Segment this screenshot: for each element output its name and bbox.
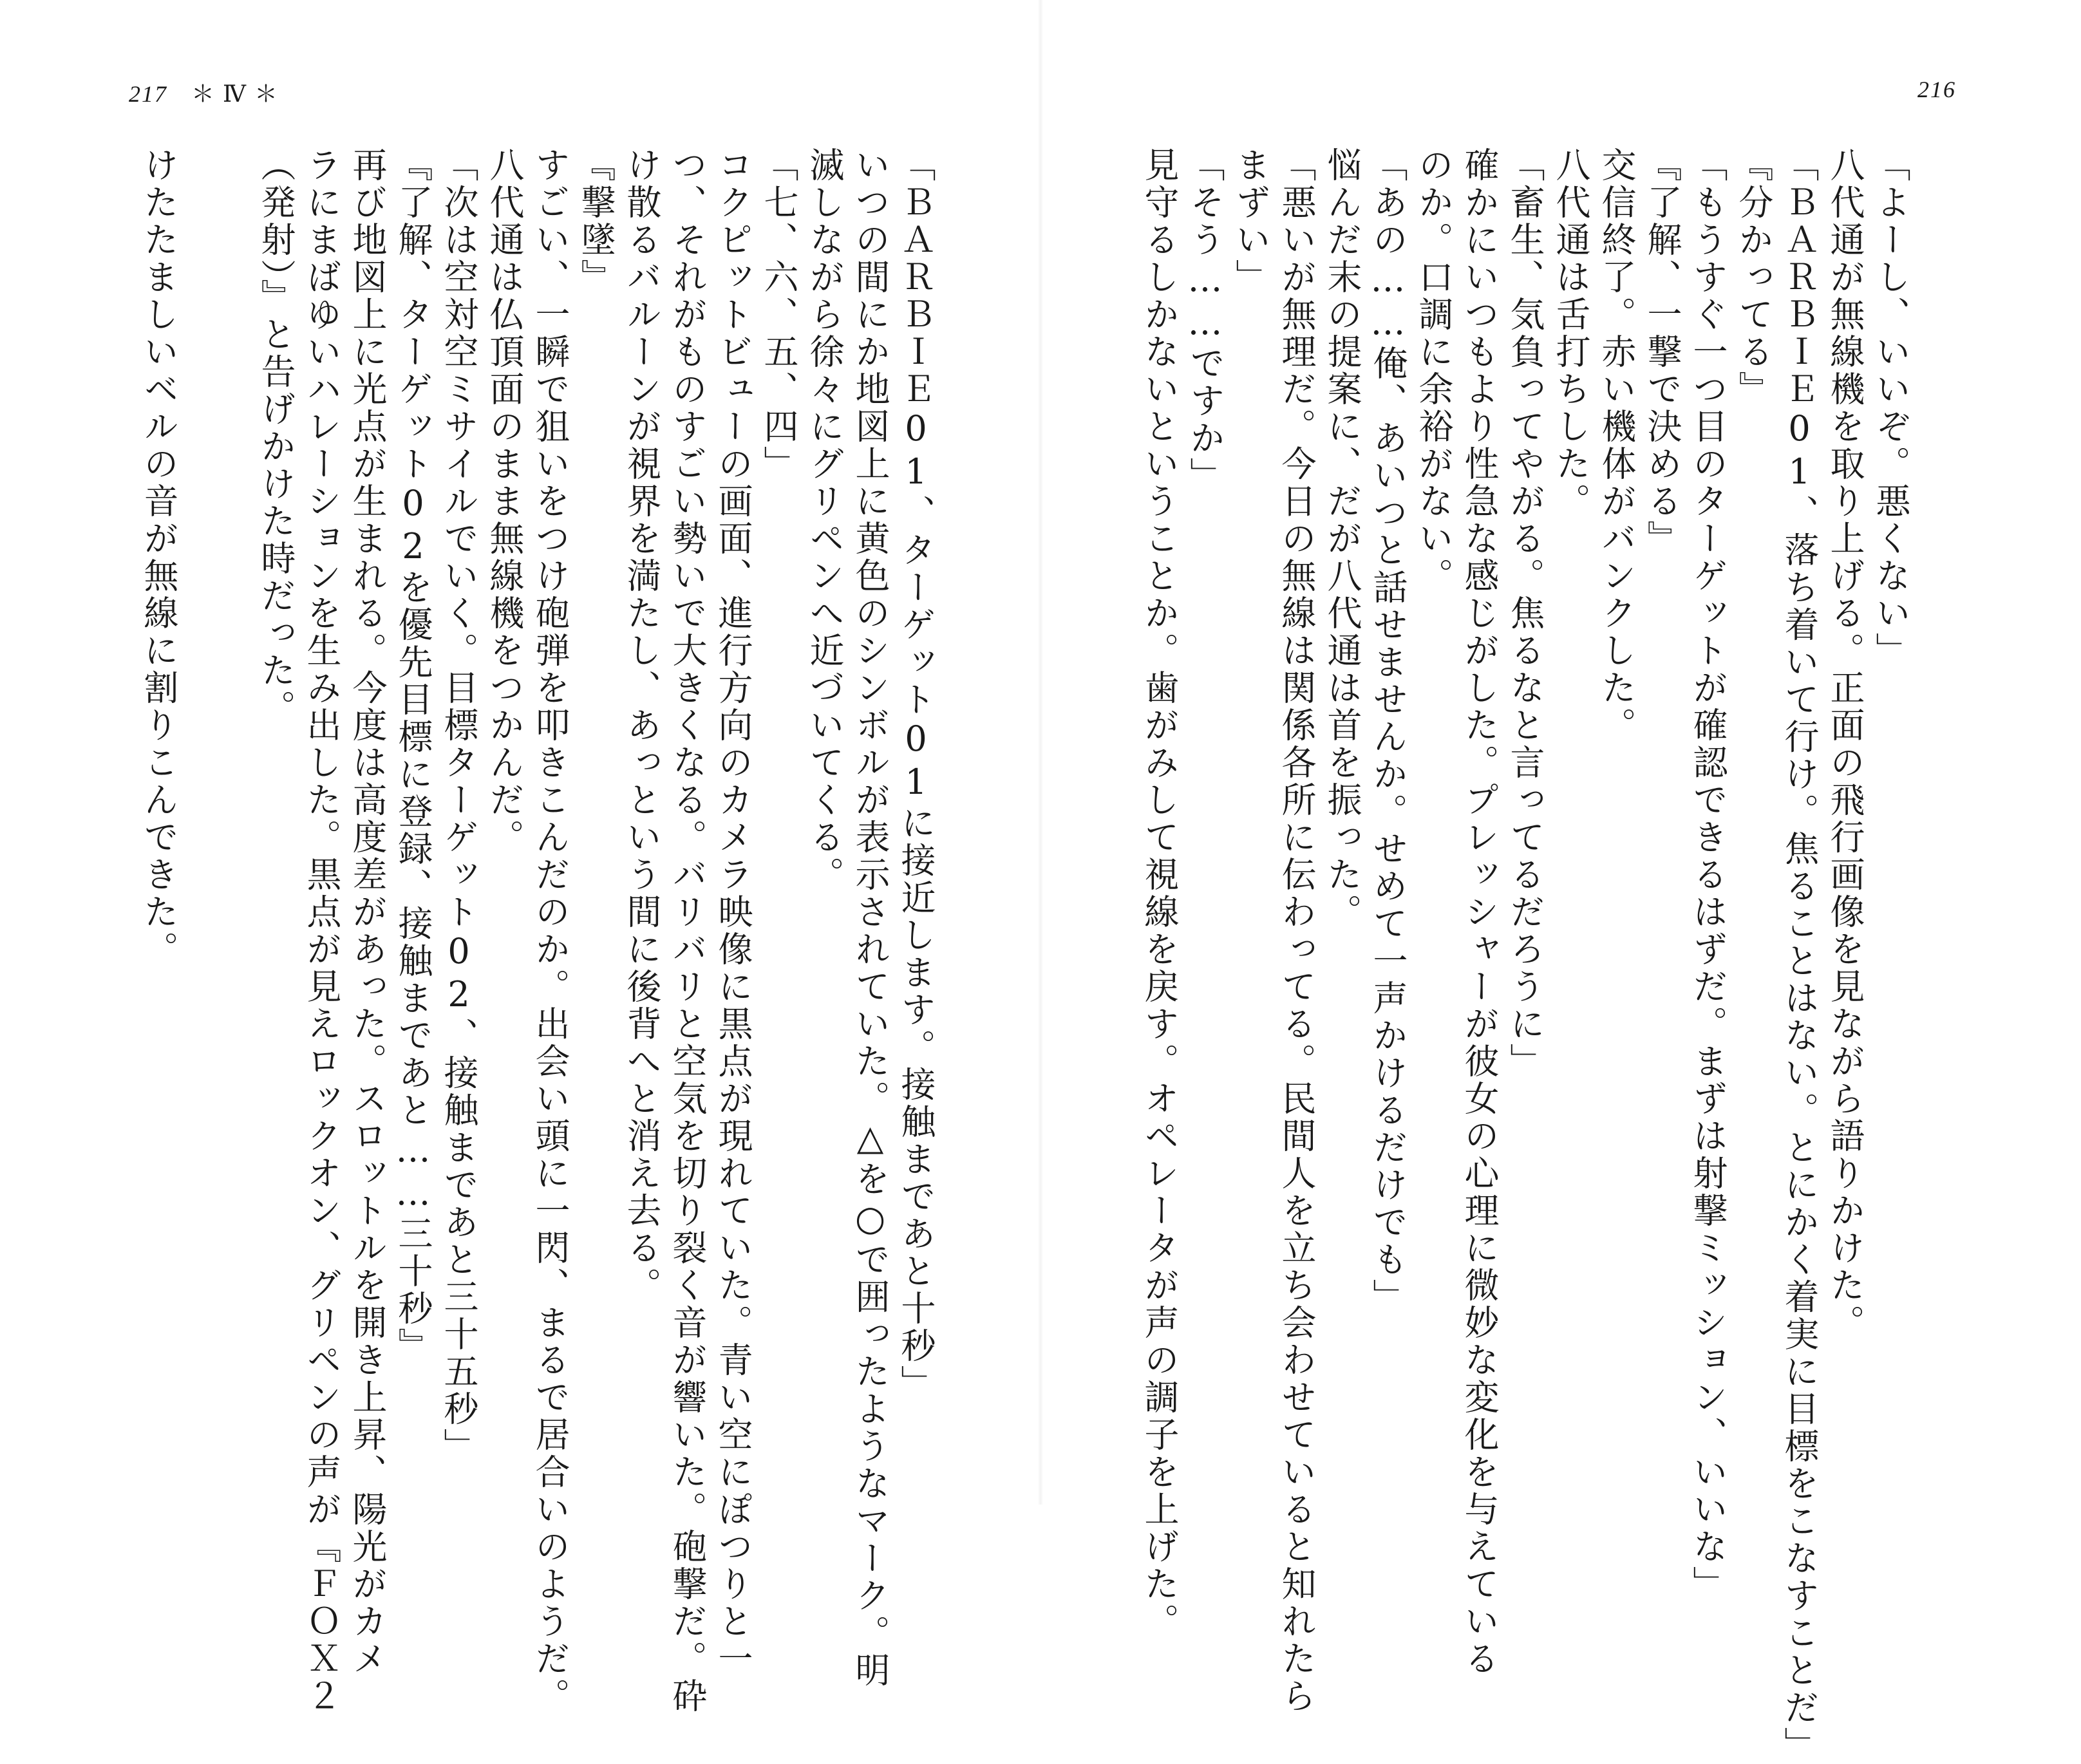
text-column: 交信終了。赤い機体がバンクした。 bbox=[1596, 147, 1637, 744]
text-column: （発射）』と告げかけた時だった。 bbox=[256, 147, 296, 727]
text-column: 「悪いが無理だ。今日の無線は関係各所に伝わってる。民間人を立ち会わせていると知れたら bbox=[1276, 147, 1317, 1715]
text-column: 「そう……ですか」 bbox=[1185, 147, 1225, 494]
text-column: すごい、一瞬で狙いをつけ砲弾を叩きこんだのか。出会い頭に一閃、まるで居合いのようだ。 bbox=[530, 147, 570, 1715]
text-column: ラにまばゆいハレーションを生み出した。黒点が見えロックオン、グリペンの声が『ＦＯＸ２ bbox=[301, 147, 342, 1715]
text-column: 「ＢＡＲＢＩＥ01、落ち着いて行け。焦ることはない。とにかく着実に目標をこなすことだ」 bbox=[1779, 147, 1820, 1764]
text-column: 見守るしかないということか。歯がみして視線を戻す。オペレータが声の調子を上げた。 bbox=[1139, 147, 1180, 1640]
text-column: のか。口調に余裕がない。 bbox=[1413, 147, 1454, 595]
text-column: け散るバルーンが視界を満たし、あっという間に後背へと消え去る。 bbox=[621, 147, 662, 1304]
page-number-216: 216 bbox=[1917, 77, 1956, 102]
text-column: 『分かってる』 bbox=[1733, 147, 1774, 408]
text-column: 八代通が無線機を取り上げる。正面の飛行画像を見ながら語りかけた。 bbox=[1825, 147, 1865, 1342]
text-column: 「次は空対空ミサイルでいく。目標ターゲット02、接触まであと三十五秒」 bbox=[438, 147, 479, 1465]
text-column: 『撃墜』 bbox=[576, 147, 616, 296]
text-column: 「よーし、いいぞ。悪くない」 bbox=[1870, 147, 1911, 670]
text-column: 悩んだ末の提案に、だが八代通は首を振った。 bbox=[1322, 147, 1362, 931]
text-column: けたたましいベルの音が無線に割りこんできた。 bbox=[138, 147, 179, 968]
text-column: 『了解、ターゲット02を優先目標に登録、接触まであと……三十秒』 bbox=[393, 147, 433, 1365]
text-column: 再び地図上に光点が生まれる。今度は高度差があった。スロットルを開き上昇、陽光がカメ bbox=[347, 147, 388, 1678]
text-column: 「あの……俺、あいつと話せませんか。せめて一声かけるだけでも」 bbox=[1368, 147, 1408, 1316]
text-column: 『了解、一撃で決める』 bbox=[1642, 147, 1682, 558]
page-gutter bbox=[1038, 0, 1043, 1505]
text-column: 「七、六、五、四」 bbox=[758, 147, 799, 483]
text-column: つ、それがものすごい勢いで大きくなる。バリバリと空気を切り裂く音が響いた。砲撃だ。砕 bbox=[667, 147, 708, 1715]
page-number-217: 217 bbox=[129, 81, 167, 107]
right-page-header bbox=[1917, 76, 1956, 103]
text-column: 「もうすぐ一つ目のターゲットが確認できるはずだ。まずは射撃ミッション、いいな」 bbox=[1688, 147, 1728, 1603]
text-column: 八代通は舌打ちした。 bbox=[1550, 147, 1591, 520]
text-column: 滅しながら徐々にグリペンへ近づいてくる。 bbox=[804, 147, 845, 894]
text-column: コクピットビューの画面、進行方向のカメラ映像に黒点が現れていた。青い空にぽつりと一 bbox=[713, 147, 753, 1678]
text-column: 「ＢＡＲＢＩＥ01、ターゲット01に接近します。接触まであと十秒」 bbox=[896, 147, 936, 1402]
text-column: 「畜生、気負ってやがる。焦るなと言ってるだろうに」 bbox=[1505, 147, 1545, 1080]
chapter-mark: ＊ Ⅳ ＊ bbox=[191, 81, 279, 107]
text-column: いつの間にか地図上に黄色のシンボルが表示されていた。△を○で囲ったようなマーク。明 bbox=[850, 147, 890, 1689]
left-page-header bbox=[129, 76, 279, 109]
text-column: 八代通は仏頂面のまま無線機をつかんだ。 bbox=[484, 147, 525, 856]
text-column: 確かにいつもより性急な感じがした。プレッシャーが彼女の心理に微妙な変化を与えている bbox=[1459, 147, 1500, 1678]
text-column: まずい」 bbox=[1230, 147, 1271, 296]
